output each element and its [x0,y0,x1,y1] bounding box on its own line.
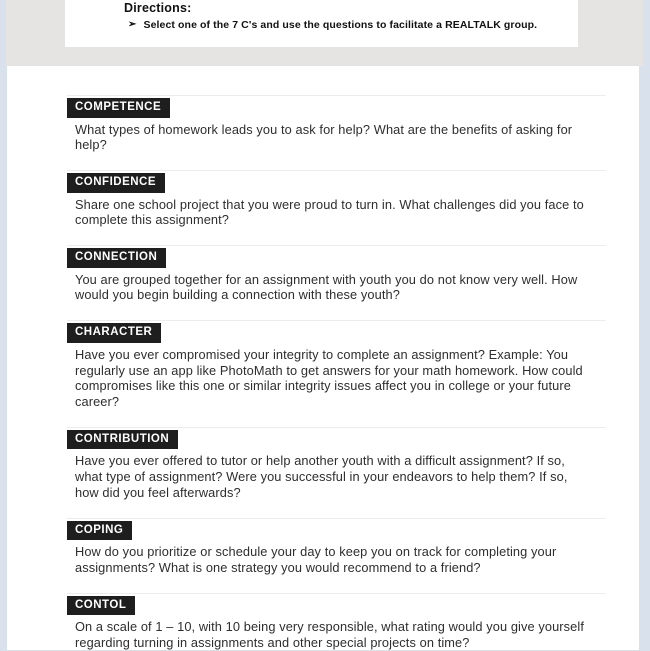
section-confidence [67,170,606,228]
section-coping [67,518,606,576]
section-character [67,320,606,410]
section-label-contol: CONTOL [67,596,135,616]
section-question-competence: What types of homework leads you to ask for help? What are the benefits of asking for help? [75,121,573,153]
section-question-character: Have you ever compromised your integrity to complete an assignment? Example: You regularly use an app like PhotoMath to get answers for your math homework. How could compromises like this one or similar integrity issues affect you in college or your future career? [75,346,583,410]
section-contol [67,593,606,651]
section-label-contribution: CONTRIBUTION [67,430,178,450]
section-label-competence: COMPETENCE [67,98,170,118]
section-question-connection: You are grouped together for an assignment with youth you do not know very well. How would you begin building a connection with these youth? [75,271,578,303]
section-label-connection: CONNECTION [67,248,166,268]
section-contribution [67,427,606,501]
sections-list [67,95,606,651]
directions-text: Select one of the 7 C's and use the questions to facilitate a REALTALK group. [143,19,538,31]
directions-box [65,0,578,47]
section-question-contribution: Have you ever offered to tutor or help another youth with a difficult assignment? If so, what type of assignment? Were you successful in your endeavors to help them? If so, how did you feel afterwards? [75,453,568,501]
section-question-confidence: Share one school project that you were proud to turn in. What challenges did you face to complete this assignment? [75,196,584,228]
arrow-bullet-icon: ➢ [128,19,137,30]
directions-bullet-row [128,19,578,31]
section-label-coping: COPING [67,521,132,541]
section-question-coping: How do you prioritize or schedule your day to keep you on track for completing your assignments? What is one strategy you would recommend to a friend? [75,544,557,576]
directions-title: Directions: [124,1,192,15]
section-connection [67,245,606,303]
section-competence [67,95,606,153]
section-question-contol: On a scale of 1 – 10, with 10 being very responsible, what rating would you give yourself regarding turning in assignments and other special projects on time? [75,619,584,651]
worksheet-page [7,66,639,650]
section-label-confidence: CONFIDENCE [67,173,165,193]
section-label-character: CHARACTER [67,323,161,343]
